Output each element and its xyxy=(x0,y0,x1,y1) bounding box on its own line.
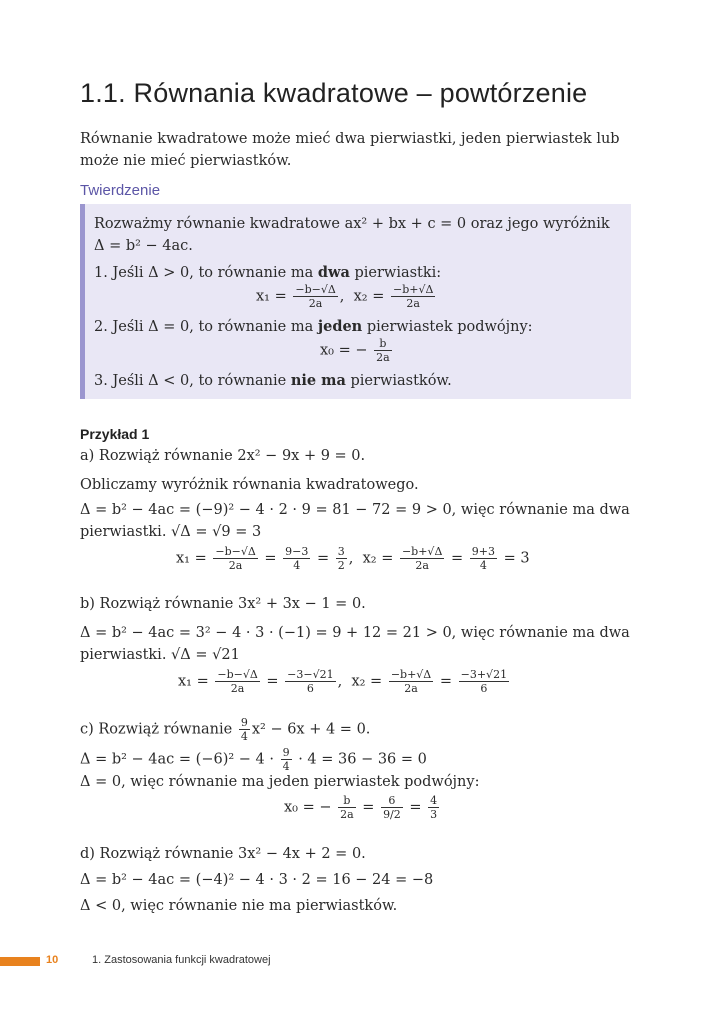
case-3-rest: pierwiastków. xyxy=(345,373,452,389)
case-2-bold: jeden xyxy=(317,318,363,335)
fraction xyxy=(239,716,250,743)
fraction-numerator: −b−√Δ xyxy=(295,283,336,296)
equals-sign: = xyxy=(266,673,279,690)
fraction-numerator: −b−√Δ xyxy=(217,668,258,681)
example-c-line-2: Δ = 0, więc równanie ma jeden pierwiastek podwójny: xyxy=(80,774,480,790)
theorem-label: Twierdzenie xyxy=(80,182,161,199)
x2-fraction xyxy=(391,283,435,310)
equals-sign: = xyxy=(362,799,375,816)
fraction xyxy=(213,545,257,572)
case-1-rest: pierwiastki: xyxy=(349,265,442,281)
example-d-line-1: Δ = b² − 4ac = (−4)² − 4 · 3 · 2 = 16 − 24 = −8 xyxy=(80,872,434,888)
example-d-line-2: Δ < 0, więc równanie nie ma pierwiastków. xyxy=(80,898,398,914)
fraction-numerator: −b−√Δ xyxy=(215,545,256,558)
footer-chapter-title: 1. Zastosowania funkcji kwadratowej xyxy=(92,954,271,966)
example-a-line-1: Obliczamy wyróżnik równania kwadratowego. xyxy=(80,477,419,493)
theorem-case-3 xyxy=(94,372,452,389)
fraction-numerator: −b+√Δ xyxy=(390,668,432,681)
fraction-numerator: −3−√21 xyxy=(287,668,334,681)
x1-label: x₁ = xyxy=(176,550,207,567)
x1-label: x₁ = xyxy=(178,673,209,690)
equals-sign: = xyxy=(439,673,453,690)
fraction-numerator: −3+√21 xyxy=(460,668,508,681)
x0-label: x₀ = − xyxy=(284,799,332,816)
example-b-line-1: Δ = b² − 4ac = 3² − 4 · 3 · (−1) = 9 + 12 = 21 > 0, więc równanie ma dwa xyxy=(80,625,630,641)
theorem-roots-formula: x₁ = $\frac{-b-√\Delta}{2a}$ , x₂ = $\frac{-b+√\Delta}{2a}$ xyxy=(256,283,434,310)
example-d-task: d) Rozwiąż równanie 3x² − 4x + 2 = 0. xyxy=(80,846,366,862)
line-text: Δ = b² − 4ac = (−6)² − 4 · xyxy=(80,751,274,768)
theorem-case-1 xyxy=(94,264,441,281)
equals-sign: = xyxy=(264,550,277,567)
fraction xyxy=(428,794,439,821)
case-2-text: 2. Jeśli Δ = 0, to równanie ma xyxy=(94,319,318,335)
x1-fraction xyxy=(293,283,337,310)
equals-sign: = xyxy=(451,550,464,567)
page-number: 10 xyxy=(46,954,59,966)
fraction-numerator: 3 xyxy=(337,545,345,558)
case-1-text: 1. Jeśli Δ > 0, to równanie ma xyxy=(94,265,318,281)
example-b-task: b) Rozwiąż równanie 3x² + 3x − 1 = 0. xyxy=(80,596,366,612)
theorem-line-1: Rozważmy równanie kwadratowe ax² + bx + c = 0 oraz jego wyróżnik xyxy=(94,216,610,232)
x0-fraction xyxy=(374,337,392,364)
example-c-task xyxy=(80,716,370,743)
fraction xyxy=(283,545,310,572)
fraction xyxy=(470,545,497,572)
line-text-rest: · 4 = 36 − 36 = 0 xyxy=(298,751,427,768)
x2-label: x₂ = xyxy=(351,673,383,690)
fraction-numerator: 9 xyxy=(282,746,290,759)
fraction xyxy=(389,668,433,695)
example-a-line-2: Δ = b² − 4ac = (−9)² − 4 · 2 · 9 = 81 − 72 = 9 > 0, więc równanie ma dwa xyxy=(80,502,630,518)
example-a-task: a) Rozwiąż równanie 2x² − 9x + 9 = 0. xyxy=(80,448,366,464)
theorem-line-2: Δ = b² − 4ac. xyxy=(94,238,193,254)
fraction-numerator: 9+3 xyxy=(471,545,495,558)
fraction-denominator: 2a xyxy=(228,559,243,572)
task-text: c) Rozwiąż równanie xyxy=(80,721,233,738)
equals-sign: = xyxy=(409,799,422,816)
case-3-text: 3. Jeśli Δ < 0, to równanie xyxy=(94,373,291,389)
fraction-numerator: −b+√Δ xyxy=(401,545,443,558)
fraction-denominator: 6 xyxy=(306,682,314,695)
example-b-line-2: pierwiastki. √Δ = √21 xyxy=(80,647,240,663)
task-text-rest: x² − 6x + 4 = 0. xyxy=(251,721,371,738)
case-2-rest: pierwiastek podwójny: xyxy=(362,319,533,335)
result: = 3 xyxy=(503,550,530,567)
fraction-denominator: 2a xyxy=(406,297,420,310)
theorem-case-2 xyxy=(94,318,533,335)
fraction xyxy=(285,668,335,695)
fraction-numerator: 9 xyxy=(240,716,248,729)
fraction xyxy=(381,794,403,821)
fraction-denominator: 2a xyxy=(308,297,323,310)
fraction-numerator: b xyxy=(374,337,392,351)
example-c-root xyxy=(284,794,441,821)
fraction xyxy=(281,746,292,773)
fraction-numerator: b xyxy=(338,794,356,808)
fraction-denominator: 4 xyxy=(240,730,248,743)
example-a-roots: x₁ = $\frac{-b-√\Delta}{2a}$ = $\frac{9-3}{4}$ = $\frac{3}{2}$ , x₂ = $\frac{-b+√\Delta}{2a}$ = $\frac{9+3}{4}$ = 3 xyxy=(176,545,530,572)
equals-sign: = xyxy=(317,550,330,567)
x2-label: x₂ = xyxy=(362,550,394,567)
example-c-line-1 xyxy=(80,746,427,773)
fraction-denominator: 2a xyxy=(230,682,245,695)
fraction-denominator: 9/2 xyxy=(383,808,401,821)
fraction-denominator: 4 xyxy=(293,559,301,572)
x1-label: x₁ = xyxy=(256,288,287,305)
fraction-denominator: 2a xyxy=(340,808,354,821)
intro-paragraph: Równanie kwadratowe może mieć dwa pierwiastki, jeden pierwiastek lub może nie mieć pierwiastków. xyxy=(80,131,620,169)
fraction-numerator: 6 xyxy=(381,794,403,808)
fraction xyxy=(338,794,356,821)
fraction-denominator: 4 xyxy=(282,760,290,773)
case-3-bold: nie ma xyxy=(290,372,346,389)
page-title: 1.1. Równania kwadratowe – powtórzenie xyxy=(80,78,588,108)
theorem-double-root xyxy=(320,337,394,364)
fraction-denominator: 2a xyxy=(376,351,390,364)
fraction-numerator: −b+√Δ xyxy=(392,283,434,296)
x0-label: x₀ = − xyxy=(320,342,368,359)
fraction-denominator: 6 xyxy=(480,682,488,695)
x2-label: x₂ = xyxy=(353,288,385,305)
fraction xyxy=(400,545,444,572)
fraction-numerator: 9−3 xyxy=(285,545,309,558)
example-a-line-3: pierwiastki. √Δ = √9 = 3 xyxy=(80,524,262,540)
fraction-denominator: 2 xyxy=(337,559,345,572)
fraction-denominator: 4 xyxy=(479,559,487,572)
footer-accent-bar xyxy=(0,957,40,966)
example-heading: Przykład 1 xyxy=(80,426,150,442)
case-1-bold: dwa xyxy=(317,264,350,281)
fraction-denominator: 2a xyxy=(404,682,418,695)
fraction-numerator: 4 xyxy=(430,794,438,807)
fraction xyxy=(459,668,509,695)
fraction xyxy=(215,668,259,695)
fraction-denominator: 3 xyxy=(430,808,438,821)
fraction xyxy=(336,545,347,572)
example-b-roots: x₁ = $\frac{-b-√\Delta}{2a}$ = $\frac{-3-√21}{6}$ , x₂ = $\frac{-b+√\Delta}{2a}$ = $\frac{-3+√21}{6}$ xyxy=(178,668,508,695)
fraction-denominator: 2a xyxy=(415,559,429,572)
